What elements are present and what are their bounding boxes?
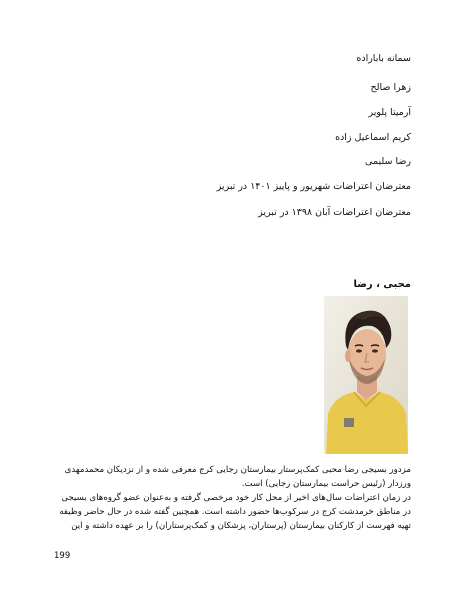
profile-body-line-2: ورزدار (رئیس حراست بیمارستان رجایی) است. xyxy=(241,479,411,489)
list-item-name-4: کریم اسماعیل زاده xyxy=(335,132,411,143)
portrait-photo-icon xyxy=(324,296,408,454)
profile-body-line-5: تهیه فهرست از کارکنان بیمارستان (پرستاران، پزشکان و کمک‌پرستاران) را بر عهده داشته و این xyxy=(71,521,411,531)
page-number: 199 xyxy=(54,551,71,561)
portrait-photo xyxy=(324,296,408,454)
list-item-name-2: زهرا صالح xyxy=(370,82,411,93)
profile-body-line-4: در مناطق خرمدشت کرج در سرکوب‌ها حضور داشته است. همچنین گفته شده در حال حاضر وظیفه xyxy=(59,507,411,517)
profile-body-line-3: در زمان اعتراضات سال‌های اخیر از محل کار خود مرخصی گرفته و به‌عنوان عضو گروه‌های بسیجی xyxy=(61,493,411,503)
list-item-name-5: رضا سلیمی xyxy=(365,156,411,167)
list-item-protesters-1401: معترضان اعتراضات شهریور و پاییز ۱۴۰۱ در تبریز xyxy=(216,181,411,192)
profile-body-line-1: مزدور بسیجی رضا محبی کمک‌پرستار بیمارستان رجایی کرج معرفی شده و از نزدیکان محمدمهدی xyxy=(64,465,411,475)
list-item-name-1: سمانه باباراده xyxy=(356,53,411,64)
profile-heading: محبی ، رضا xyxy=(353,279,411,290)
list-item-protesters-1398: معترضان اعتراضات آبان ۱۳۹۸ در تبریز xyxy=(258,207,411,218)
list-item-name-3: آرمیتا پلویر xyxy=(368,107,411,118)
